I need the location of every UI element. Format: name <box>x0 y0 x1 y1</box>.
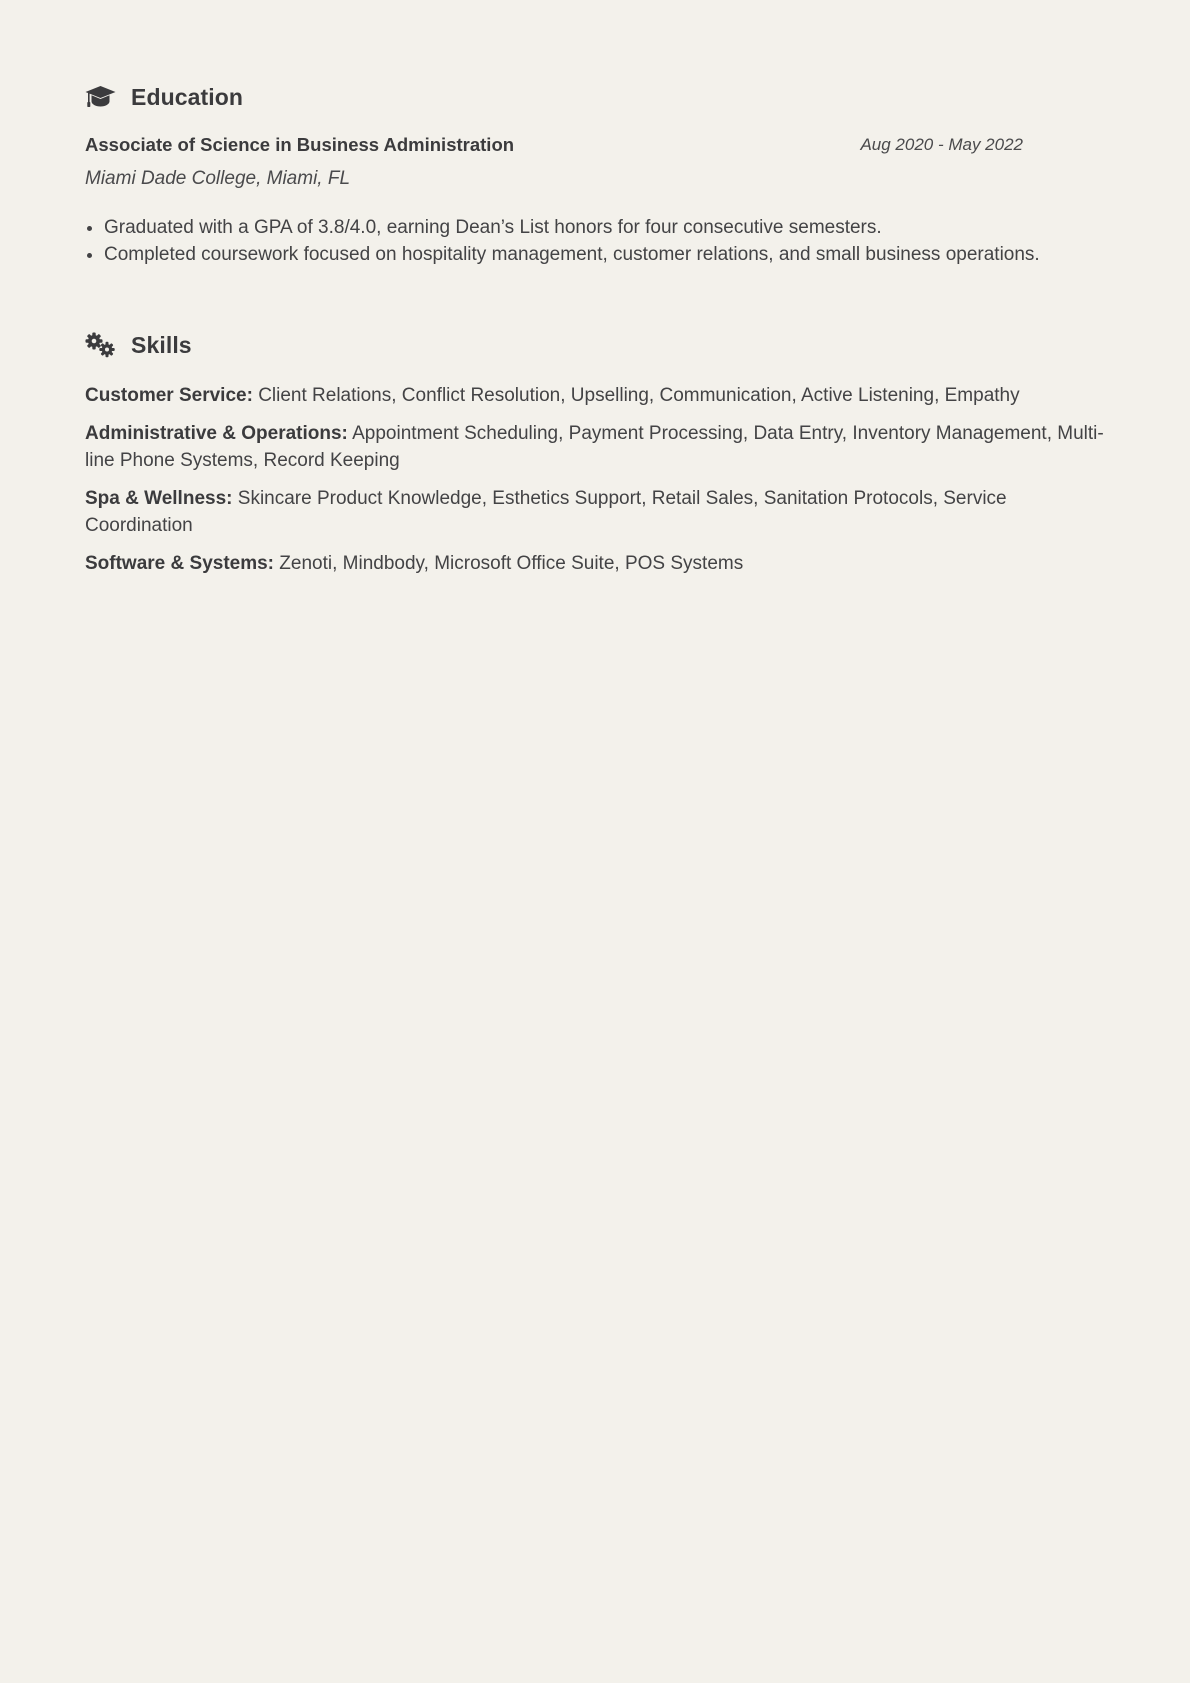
skill-category-label: Customer Service: <box>85 385 253 406</box>
degree-row <box>85 134 1023 160</box>
skill-values: Client Relations, Conflict Resolution, Upselling, Communication, Active Listening, Empathy <box>258 385 1020 406</box>
skill-row <box>85 550 1105 577</box>
graduation-cap-icon <box>85 81 117 113</box>
skill-row <box>85 420 1105 474</box>
education-bullet-list <box>85 214 1075 268</box>
skill-category-label: Administrative & Operations: <box>85 423 348 444</box>
degree-title: Associate of Science in Business Administration <box>85 134 515 155</box>
skills-heading: Skills <box>131 331 192 358</box>
skills-list <box>85 382 1105 588</box>
skill-values: Appointment Scheduling, Payment Processing, Data Entry, Inventory Management, Multi-line Phone Systems, Record Keeping <box>85 423 1104 471</box>
skill-values: Zenoti, Mindbody, Microsoft Office Suite, POS Systems <box>279 553 744 574</box>
skill-category-label: Spa & Wellness: <box>85 488 233 509</box>
skill-values: Skincare Product Knowledge, Esthetics Support, Retail Sales, Sanitation Protocols, Service Coordination <box>85 488 1007 536</box>
skill-category-label: Software & Systems: <box>85 553 275 574</box>
gears-icon <box>85 329 117 361</box>
school-name: Miami Dade College, Miami, FL <box>85 168 351 189</box>
skill-row <box>85 382 1105 409</box>
list-item: Graduated with a GPA of 3.8/4.0, earning Dean’s List honors for four consecutive semesters. <box>85 214 1075 241</box>
degree-dates: Aug 2020 - May 2022 <box>860 135 1023 154</box>
skills-section-header <box>85 325 192 365</box>
skill-row <box>85 485 1105 539</box>
list-item: Completed coursework focused on hospitality management, customer relations, and small business operations. <box>85 241 1075 268</box>
education-heading: Education <box>131 83 244 110</box>
education-section-header <box>85 77 243 117</box>
